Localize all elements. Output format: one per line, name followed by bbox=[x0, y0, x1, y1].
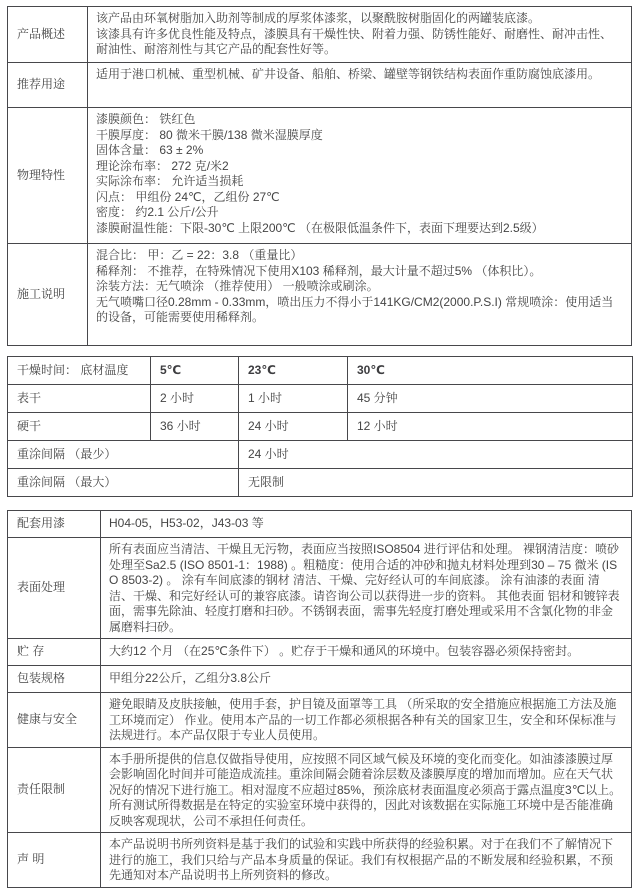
text-line: 密度： 约2.1 公斤/公升 bbox=[96, 205, 219, 219]
row-label-product-overview: 产品概述 bbox=[8, 7, 88, 63]
table-row bbox=[8, 511, 632, 538]
table-row bbox=[8, 833, 632, 888]
table-row bbox=[8, 63, 632, 108]
text-line: 漆膜耐温性能：下限-30℃ 上限200℃ （在极限低温条件下，表面下理要达到2.5级） bbox=[96, 220, 544, 235]
text-line: 闪点： 甲组份 24℃，乙组份 27℃ bbox=[96, 189, 280, 204]
touch-dry-30c: 45 分钟 bbox=[348, 385, 633, 413]
compatible-paints-text: H04-05，H53-02，J43-03 等 bbox=[101, 511, 632, 538]
temp-column-5c: 5℃ bbox=[151, 357, 239, 385]
table-row bbox=[8, 244, 632, 346]
application-instructions-text bbox=[88, 244, 632, 346]
row-label-recoat-min: 重涂间隔 （最少） bbox=[8, 441, 239, 469]
row-label-touch-dry: 表干 bbox=[8, 385, 151, 413]
text-line: 该产品由环氧树脂加入助剂等制成的厚浆体漆浆，以聚酰胺树脂固化的两罐装底漆。 bbox=[96, 11, 541, 25]
text-line: 稀释剂： 不推荐，在特殊情况下使用X103 稀释剂，最大计量不超过5% （体积比）。 bbox=[96, 263, 542, 278]
row-label-liability: 责任限制 bbox=[8, 747, 101, 833]
touch-dry-23c: 1 小时 bbox=[239, 385, 348, 413]
drying-time-table bbox=[7, 356, 633, 497]
row-label-recommended-use: 推荐用途 bbox=[8, 63, 88, 108]
table-row bbox=[8, 747, 632, 833]
touch-dry-5c: 2 小时 bbox=[151, 385, 239, 413]
row-label-surface-preparation: 表面处理 bbox=[8, 538, 101, 639]
row-label-application-instructions: 施工说明 bbox=[8, 244, 88, 346]
recommended-use-text bbox=[88, 63, 632, 108]
table-row bbox=[8, 639, 632, 666]
packaging-text: 甲组分22公斤，乙组分3.8公斤 bbox=[101, 666, 632, 693]
text-line: 理论涂布率： 272 克/米2 bbox=[96, 158, 229, 173]
temp-column-23c: 23℃ bbox=[239, 357, 348, 385]
table-row bbox=[8, 538, 632, 639]
surface-preparation-text: 所有表面应当清洁、干燥且无污物，表面应当按照ISO8504 进行评估和处理。 裸钢清洁度：喷砂处理至Sa2.5 (ISO 8501-1：1988) 。粗糙度：使用合适的冲砂和抛丸材料处理到30 – 75 微米 (ISO 8503-2) 。 涂有车间底漆的钢材 清洁、干燥、完好经认可的车间底漆。 涂有油漆的表面 清洁、干燥、和完好经认可的兼容底漆。请咨询公司以获得进一步的资料。 其他表面 铝材和镀锌表面，需事先除油、轻度打磨和扫砂。不锈钢表面，需事先轻度打磨处理或采用不含氯化物的非金属磨料扫砂。 bbox=[101, 538, 632, 639]
table-header-row bbox=[8, 357, 633, 385]
product-spec-table bbox=[7, 6, 632, 346]
table-row bbox=[8, 413, 633, 441]
recoat-min-value: 24 小时 bbox=[239, 441, 633, 469]
row-label-compatible-paints: 配套用漆 bbox=[8, 511, 101, 538]
row-label-hard-dry: 硬干 bbox=[8, 413, 151, 441]
row-label-recoat-max: 重涂间隔 （最大） bbox=[8, 469, 239, 497]
disclaimer-text: 本产品说明书所列资料是基于我们的试验和实践中所获得的经验积累。对于在我们不了解情况下进行的施工，我们只给与产品本身质量的保证。我们有权根据产品的不断发展和经验积累，不预先通知对本产品说明书上所列资料的修改。 bbox=[101, 833, 632, 888]
table-row bbox=[8, 693, 632, 748]
table-row bbox=[8, 666, 632, 693]
hard-dry-23c: 24 小时 bbox=[239, 413, 348, 441]
row-label-disclaimer: 声 明 bbox=[8, 833, 101, 888]
table-row bbox=[8, 385, 633, 413]
table-row bbox=[8, 108, 632, 244]
hard-dry-30c: 12 小时 bbox=[348, 413, 633, 441]
text-line: 漆膜颜色： 铁红色 bbox=[96, 112, 196, 126]
hard-dry-5c: 36 小时 bbox=[151, 413, 239, 441]
text-line: 涂装方法：无气喷涂 （推荐使用） 一般喷涂或刷涂。 bbox=[96, 279, 379, 293]
text-line: 干膜厚度： 80 微米干膜/138 微米湿膜厚度 bbox=[96, 127, 323, 142]
text-line: 混合比： 甲：乙 = 22：3.8 （重量比） bbox=[96, 248, 303, 262]
liability-text: 本手册所提供的信息仅做指导使用，应按照不同区域气候及环境的变化而变化。如油漆漆膜过厚会影响固化时间并可能造成流挂。重涂间隔会随着涂层数及漆膜厚度的增加而增加。应在天气状况好的情况下进行施工。相对湿度不应超过85%，预涂底材表面温度必须高于露点温度3℃以上。所有测试所得数据是在特定的实验室环境中获得的，因此对该数据在实际施工环境中是否能准确反映客观现状，公司不承担任何责任。 bbox=[101, 747, 632, 833]
row-label-health-safety: 健康与安全 bbox=[8, 693, 101, 748]
product-overview-text bbox=[88, 7, 632, 63]
health-safety-text: 避免眼睛及皮肤接触，使用手套，护目镜及面罩等工具 （所采取的安全措施应根据施工方法及施工环境而定） 作业。使用本产品的一切工作都必须根据各种有关的国家卫生，安全和环保标准与法规进行。本产品仅限于专业人员使用。 bbox=[101, 693, 632, 748]
text-line: 无气喷嘴口径0.28mm - 0.33mm，喷出压力不得小于141KG/CM2(2000.P.S.I) 常规喷涂：使用适当的设备，可能需要使用稀释剂。 bbox=[96, 294, 614, 324]
text-line: 该漆具有许多优良性能及特点，漆膜具有干燥性快、附着力强、防锈性能好、耐磨性、耐冲击性、耐油性、耐溶剂性与其它产品的配套性好等。 bbox=[96, 26, 613, 56]
row-label-storage: 贮 存 bbox=[8, 639, 101, 666]
info-table bbox=[7, 510, 632, 888]
table-row bbox=[8, 441, 633, 469]
row-label-physical-properties: 物理特性 bbox=[8, 108, 88, 244]
table-row bbox=[8, 469, 633, 497]
row-label-packaging: 包装规格 bbox=[8, 666, 101, 693]
drying-header-label: 干燥时间： 底材温度 bbox=[8, 357, 151, 385]
recoat-max-value: 无限制 bbox=[239, 469, 633, 497]
temp-column-30c: 30℃ bbox=[348, 357, 633, 385]
storage-text: 大约12 个月 （在25℃条件下） 。贮存于干燥和通风的环境中。包装容器必须保持密封。 bbox=[101, 639, 632, 666]
text-line: 固体含量： 63 ± 2% bbox=[96, 143, 204, 157]
table-row bbox=[8, 7, 632, 63]
text-line: 实际涂布率： 允许适当损耗 bbox=[96, 174, 244, 188]
physical-properties-text bbox=[88, 108, 632, 244]
text-line: 适用于港口机械、重型机械、矿井设备、船舶、桥梁、罐壁等钢铁结构表面作重防腐蚀底漆用。 bbox=[96, 67, 601, 81]
